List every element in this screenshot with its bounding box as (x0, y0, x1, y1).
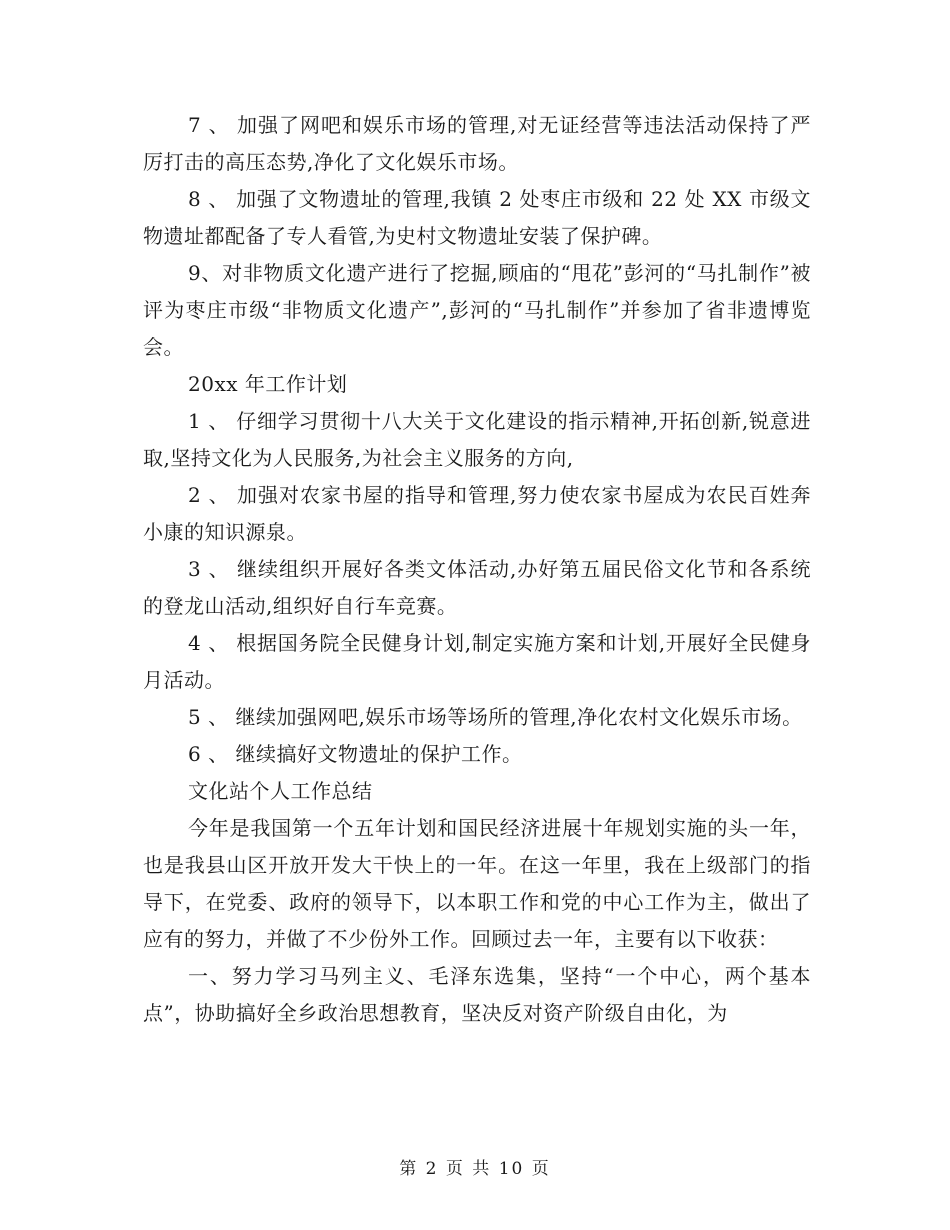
plan-item-6: 6 、 继续搞好文物遗址的保护工作。 (188, 742, 523, 766)
section-heading-personal-summary: 文化站个人工作总结 (188, 779, 373, 803)
paragraph-item-8: 8 、 加强了文物遗址的管理,我镇 2 处枣庄市级和 22 处 XX 市级文物遗址都配备了专人看管,为史村文物遗址安装了保护碑。 (143, 187, 811, 248)
document-body (143, 107, 811, 1032)
section-heading-work-plan: 20xx 年工作计划 (188, 372, 348, 396)
plan-item-1: 1 、 仔细学习贯彻十八大关于文化建设的指示精神,开拓创新,锐意进取,坚持文化为人民服务,为社会主义服务的方向, (143, 409, 811, 470)
plan-item-2: 2 、 加强对农家书屋的指导和管理,努力使农家书屋成为农民百姓奔小康的知识源泉。 (143, 483, 811, 544)
paragraph-item-7: 7 、 加强了网吧和娱乐市场的管理,对无证经营等违法活动保持了严厉打击的高压态势,净化了文化娱乐市场。 (143, 113, 811, 174)
plan-item-4: 4 、 根据国务院全民健身计划,制定实施方案和计划,开展好全民健身月活动。 (143, 631, 811, 692)
paragraph-item-9: 9、对非物质文化遗产进行了挖掘,顾庙的“甩花”彭河的“马扎制作”被评为枣庄市级“非物质文化遗产”,彭河的“马扎制作”并参加了省非遗博览会。 (143, 261, 811, 359)
page-number-footer: 第 2 页 共 10 页 (399, 1159, 551, 1179)
plan-item-5: 5 、 继续加强网吧,娱乐市场等场所的管理,净化农村文化娱乐市场。 (188, 705, 803, 729)
summary-point-1: 一、努力学习马列主义、毛泽东选集，坚持“一个中心，两个基本点”，协助搞好全乡政治思想教育，坚决反对资产阶级自由化，为 (143, 964, 811, 1025)
summary-intro-paragraph: 今年是我国第一个五年计划和国民经济进展十年规划实施的头一年，也是我县山区开放开发大干快上的一年。在这一年里，我在上级部门的指导下，在党委、政府的领导下，以本职工作和党的中心工作为主，做出了应有的努力，并做了不少份外工作。回顾过去一年，主要有以下收获： (143, 816, 811, 951)
plan-item-3: 3 、 继续组织开展好各类文体活动,办好第五届民俗文化节和各系统的登龙山活动,组织好自行车竞赛。 (143, 557, 811, 618)
